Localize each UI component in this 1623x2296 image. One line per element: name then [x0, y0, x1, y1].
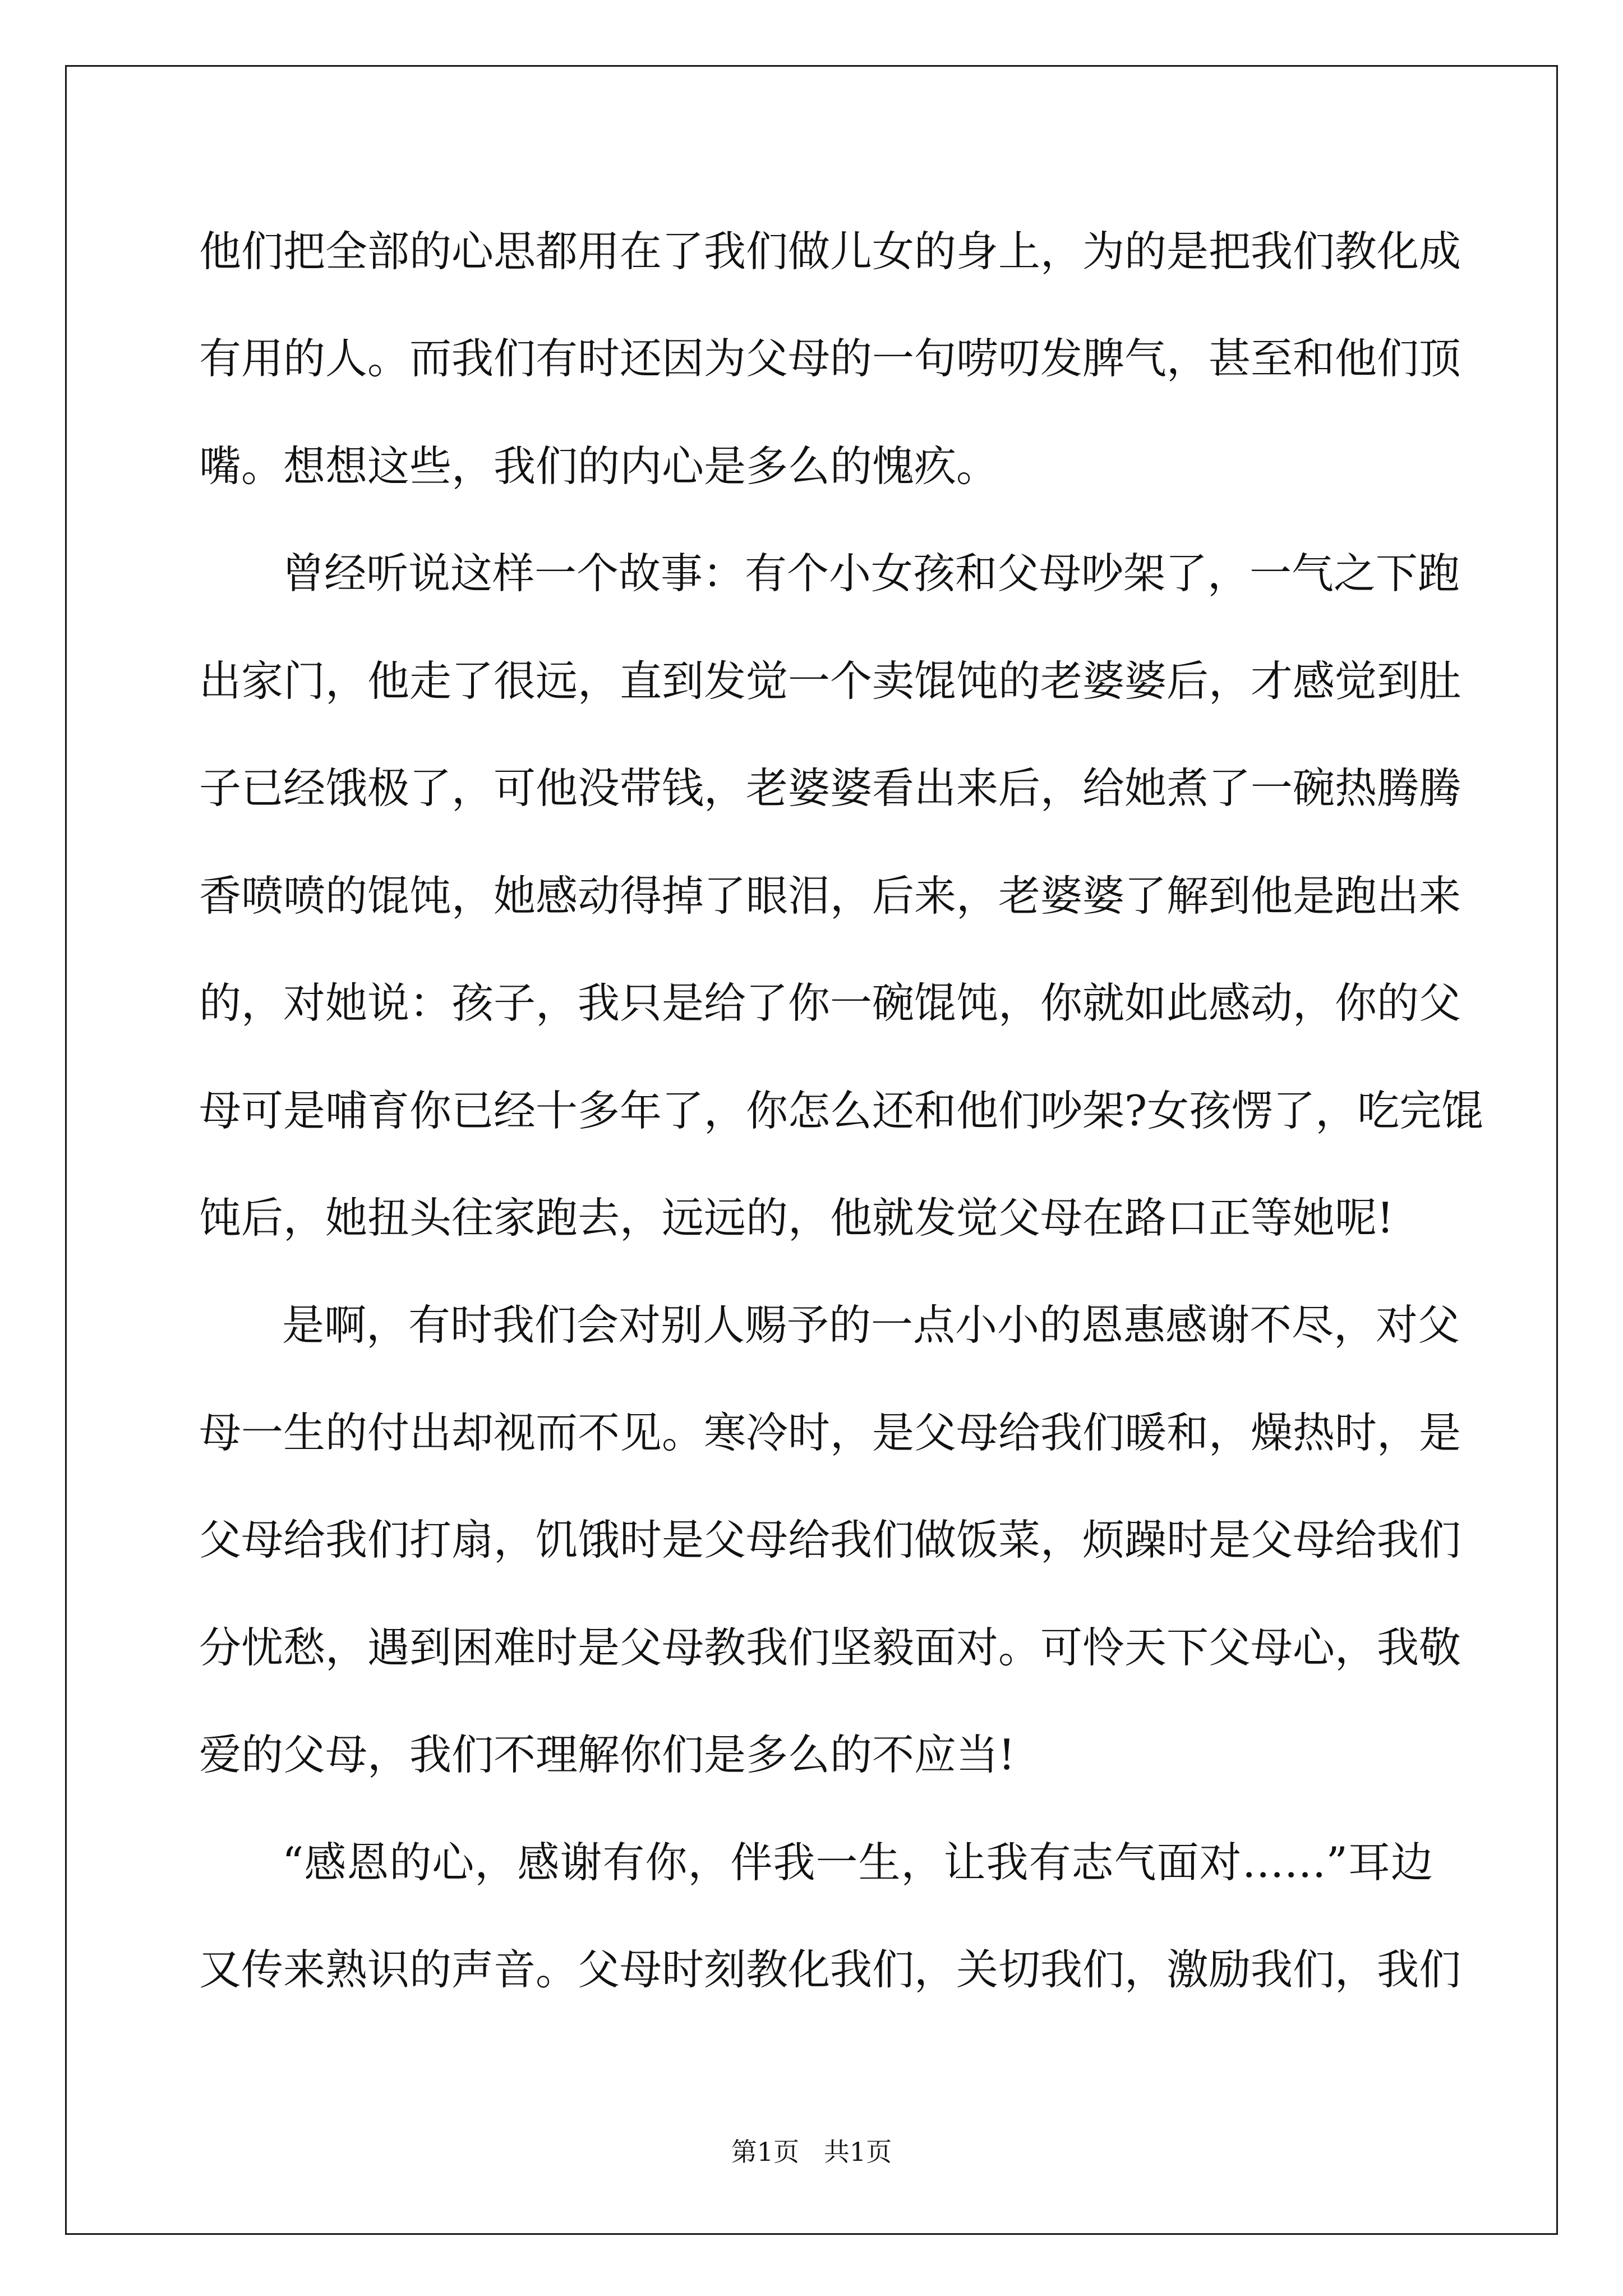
text-line: 爱的父母，我们不理解你们是多么的不应当! — [199, 1730, 1016, 1779]
text-line: 香喷喷的馄饨，她感动得掉了眼泪，后来，老婆婆了解到他是跑出来 — [199, 871, 1461, 921]
text-line: 分忧愁，遇到困难时是父母教我们坚毅面对。可怜天下父母心，我敬 — [199, 1623, 1461, 1672]
text-line: 是啊，有时我们会对别人赐予的一点小小的恩惠感谢不尽，对父 — [282, 1300, 1460, 1350]
text-line: 出家门，他走了很远，直到发觉一个卖馄饨的老婆婆后，才感觉到肚 — [199, 656, 1461, 706]
text-line: 又传来熟识的声音。父母时刻教化我们，关切我们，激励我们，我们 — [199, 1945, 1461, 1994]
text-line: 母一生的付出却视而不见。寒冷时，是父母给我们暖和，燥热时，是 — [199, 1408, 1461, 1457]
page-number-footer: 第1页 共1页 — [731, 2137, 892, 2167]
text-line: 嘴。想想这些，我们的内心是多么的愧疚。 — [199, 441, 999, 491]
text-line: “感恩的心，感谢有你，伴我一生，让我有志气面对……”耳边 — [282, 1838, 1433, 1887]
text-line: 曾经听说这样一个故事：有个小女孩和父母吵架了，一气之下跑 — [282, 549, 1460, 598]
text-line: 父母给我们打扇，饥饿时是父母给我们做饭菜，烦躁时是父母给我们 — [199, 1515, 1461, 1565]
text-line: 母可是哺育你已经十多年了，你怎么还和他们吵架?女孩愣了，吃完馄 — [199, 1086, 1484, 1135]
text-line: 他们把全部的心思都用在了我们做儿女的身上，为的是把我们教化成 — [199, 227, 1461, 276]
text-line: 有用的人。而我们有时还因为父母的一句唠叨发脾气，甚至和他们顶 — [199, 334, 1461, 383]
text-line: 饨后，她扭头往家跑去，远远的，他就发觉父母在路口正等她呢! — [199, 1193, 1394, 1243]
text-line: 子已经饿极了，可他没带钱，老婆婆看出来后，给她煮了一碗热腾腾 — [199, 763, 1461, 813]
text-line: 的，对她说：孩子，我只是给了你一碗馄饨，你就如此感动，你的父 — [199, 978, 1461, 1028]
